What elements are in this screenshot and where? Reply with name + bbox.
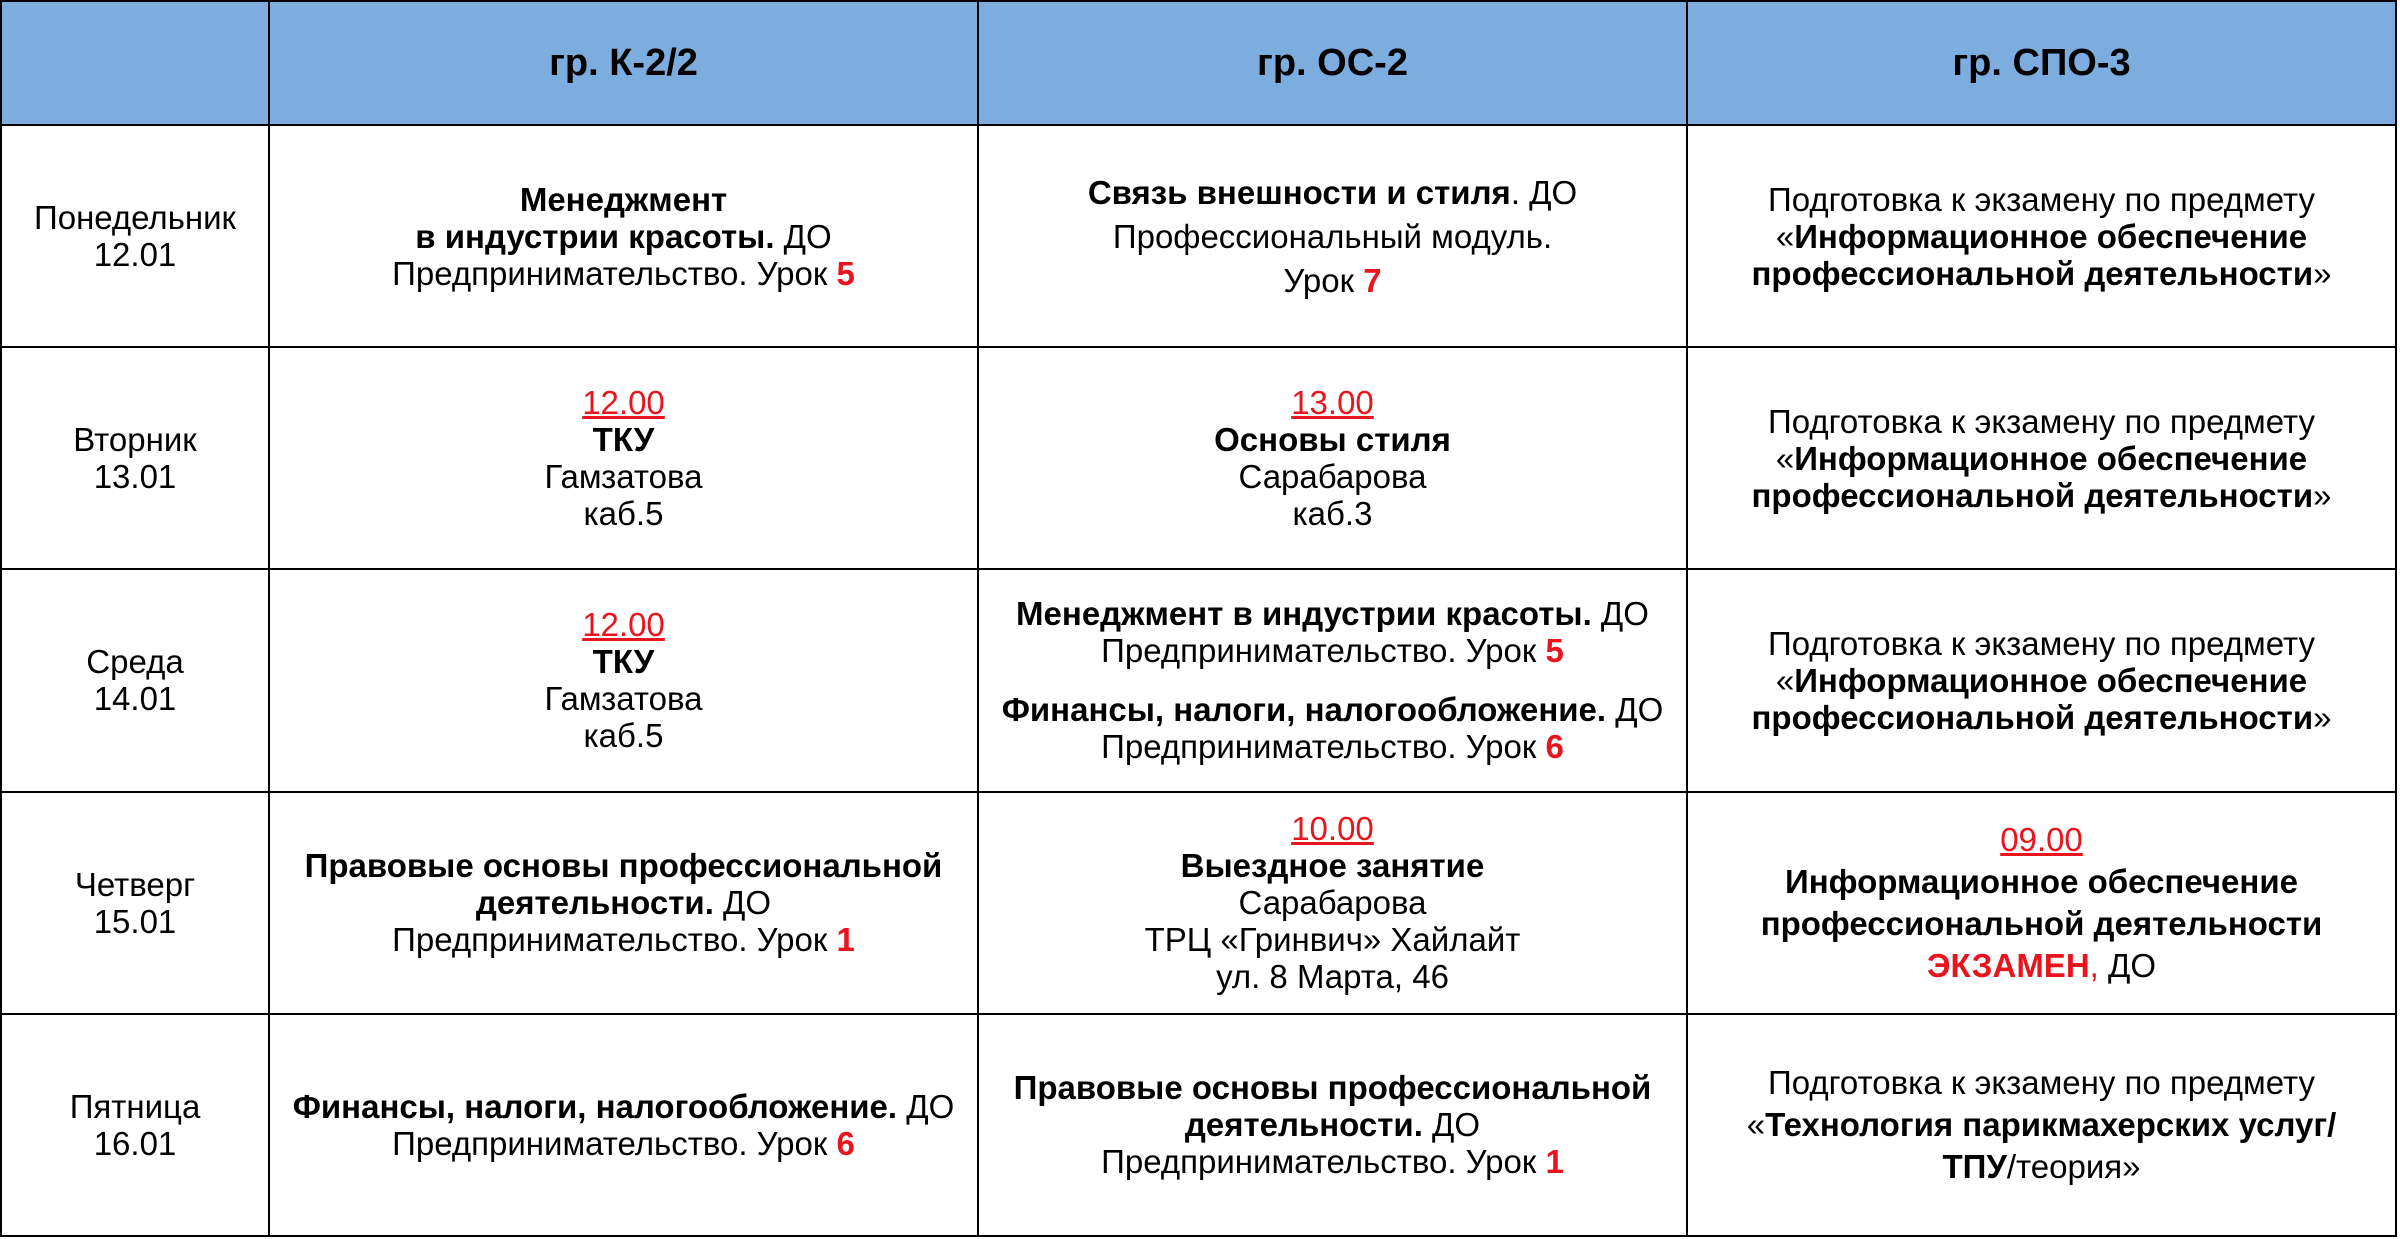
lesson-cell	[269, 792, 978, 1014]
subject-title: деятельности.	[475, 884, 714, 922]
subject-title: Финансы, налоги, налогообложение.	[292, 1087, 898, 1125]
module-lesson: Предпринимательство. Урок	[392, 921, 837, 959]
room: каб.5	[583, 717, 664, 755]
room: каб.5	[583, 495, 664, 533]
subject-title: профессиональной деятельности	[1751, 254, 2314, 292]
lesson-cell	[978, 569, 1687, 791]
lesson-number: 1	[836, 921, 855, 959]
lesson-mode: ДО	[713, 884, 772, 922]
exam-prep-text: Подготовка к экзамену по предмету	[1768, 1064, 2315, 1102]
exam-badge: ЭКЗАМЕН	[1926, 947, 2090, 985]
teacher-name: Сарабарова	[1238, 458, 1427, 496]
lesson-mode: /теория»	[2006, 1148, 2141, 1186]
subject-title: Правовые основы профессиональной	[1013, 1069, 1652, 1107]
venue: ТРЦ «Гринвич» Хайлайт	[1144, 921, 1521, 959]
exam-prep-text: Подготовка к экзамену по предмету	[1768, 180, 2315, 218]
lesson-cell	[978, 125, 1687, 347]
day-name: Четверг	[74, 865, 196, 903]
lesson-mode: ДО	[1606, 691, 1664, 729]
lesson-cell	[978, 1014, 1687, 1236]
module-lesson: Предпринимательство. Урок	[1101, 728, 1546, 766]
exam-prep-text: Подготовка к экзамену по предмету	[1768, 624, 2315, 662]
lesson-cell	[269, 569, 978, 791]
header-row	[1, 1, 2396, 125]
subject-title: профессиональной деятельности	[1751, 476, 2314, 514]
subject-title: Технология парикмахерских услуг/	[1765, 1106, 2337, 1144]
subject-title: Менеджмент	[519, 180, 728, 218]
lesson-cell: Подготовка к экзамену по предмету «Информационное обеспечение профессиональной деятельности»	[1687, 125, 2396, 347]
day-cell	[1, 1014, 269, 1236]
address: ул. 8 Марта, 46	[1216, 958, 1449, 996]
subject-title: Связь внешности и стиля	[1087, 173, 1511, 211]
lesson-time: 09.00	[2000, 821, 2083, 859]
module-lesson: Предпринимательство. Урок	[1101, 632, 1546, 670]
table-row	[1, 347, 2396, 569]
teacher-name: Гамзатова	[544, 458, 703, 496]
subject-title: Основы стиля	[1214, 421, 1451, 459]
day-date: 16.01	[93, 1124, 177, 1162]
lesson-mode: ДО	[2098, 947, 2157, 985]
subject-title: Информационное обеспечение	[1785, 863, 2298, 901]
lesson-time: 12.00	[582, 606, 665, 644]
lesson-number: 7	[1363, 261, 1382, 299]
day-name: Понедельник	[34, 199, 236, 237]
lesson-mode: ДО	[897, 1087, 955, 1125]
lesson-cell: Подготовка к экзамену по предмету «Технология парикмахерских услуг/ ТПУ/теория»	[1687, 1014, 2396, 1236]
teacher-name: Сарабарова	[1238, 884, 1427, 922]
lesson-cell	[978, 792, 1687, 1014]
table-row	[1, 125, 2396, 347]
table-row	[1, 792, 2396, 1014]
lesson-number: 6	[836, 1124, 855, 1162]
lesson-number: 6	[1545, 728, 1564, 766]
lesson-mode: ДО	[774, 217, 832, 255]
table-row	[1, 1014, 2396, 1236]
lesson-cell	[269, 347, 978, 569]
day-name: Среда	[86, 643, 184, 681]
subject-title: в индустрии красоты.	[415, 217, 775, 255]
day-date: 15.01	[93, 902, 177, 940]
header-group-os2: гр. ОС-2	[978, 1, 1687, 125]
exam-prep-text: Подготовка к экзамену по предмету	[1768, 402, 2315, 440]
subject-title: профессиональной деятельности	[1751, 698, 2314, 736]
day-date: 13.01	[93, 458, 177, 496]
subject-title: Информационное обеспечение	[1794, 661, 2308, 699]
subject-title: ТПУ	[1942, 1148, 2007, 1186]
lesson-cell	[269, 1014, 978, 1236]
lesson-time: 10.00	[1291, 810, 1374, 848]
lesson-cell: Подготовка к экзамену по предмету «Информационное обеспечение профессиональной деятельности»	[1687, 569, 2396, 791]
header-corner	[1, 1, 269, 125]
lesson-cell	[269, 125, 978, 347]
lesson-number: 5	[1545, 632, 1564, 670]
day-date: 14.01	[93, 680, 177, 718]
lesson-label: Урок	[1283, 261, 1364, 299]
subject-title: деятельности.	[1184, 1106, 1423, 1144]
day-cell	[1, 125, 269, 347]
subject-title: Информационное обеспечение	[1794, 439, 2308, 477]
lesson-cell: 09.00 Информационное обеспечение профессиональной деятельности ЭКЗАМЕН, ДО	[1687, 792, 2396, 1014]
header-group-spo3: гр. СПО-3	[1687, 1, 2396, 125]
lesson-cell: Подготовка к экзамену по предмету «Информационное обеспечение профессиональной деятельности»	[1687, 347, 2396, 569]
lesson-cell	[978, 347, 1687, 569]
subject-title: Выездное занятие	[1180, 847, 1485, 885]
day-date: 12.01	[93, 236, 177, 274]
subject-title: ТКУ	[592, 421, 655, 459]
lesson-time: 13.00	[1291, 384, 1374, 422]
module-lesson: Предпринимательство. Урок	[392, 1124, 837, 1162]
day-cell	[1, 347, 269, 569]
lesson-mode: ДО	[1422, 1106, 1481, 1144]
subject-title: Менеджмент в индустрии красоты.	[1016, 595, 1592, 633]
module-name: Профессиональный модуль.	[1112, 217, 1553, 255]
teacher-name: Гамзатова	[544, 680, 703, 718]
day-name: Вторник	[73, 421, 197, 459]
lesson-time: 12.00	[582, 384, 665, 422]
lesson-number: 1	[1545, 1143, 1564, 1181]
header-group-k22: гр. К-2/2	[269, 1, 978, 125]
subject-title: Информационное обеспечение	[1794, 217, 2308, 255]
day-cell	[1, 792, 269, 1014]
room: каб.3	[1292, 495, 1373, 533]
module-lesson: Предпринимательство. Урок	[392, 254, 837, 292]
day-cell	[1, 569, 269, 791]
module-lesson: Предпринимательство. Урок	[1101, 1143, 1546, 1181]
day-name: Пятница	[69, 1087, 201, 1125]
subject-title: профессиональной деятельности	[1760, 905, 2323, 943]
lesson-number: 5	[836, 254, 855, 292]
lesson-mode: . ДО	[1510, 173, 1578, 211]
subject-title: Финансы, налоги, налогообложение.	[1001, 691, 1607, 729]
table-row	[1, 569, 2396, 791]
lesson-mode: ДО	[1591, 595, 1649, 633]
subject-title: ТКУ	[592, 643, 655, 681]
subject-title: Правовые основы профессиональной	[304, 847, 943, 885]
